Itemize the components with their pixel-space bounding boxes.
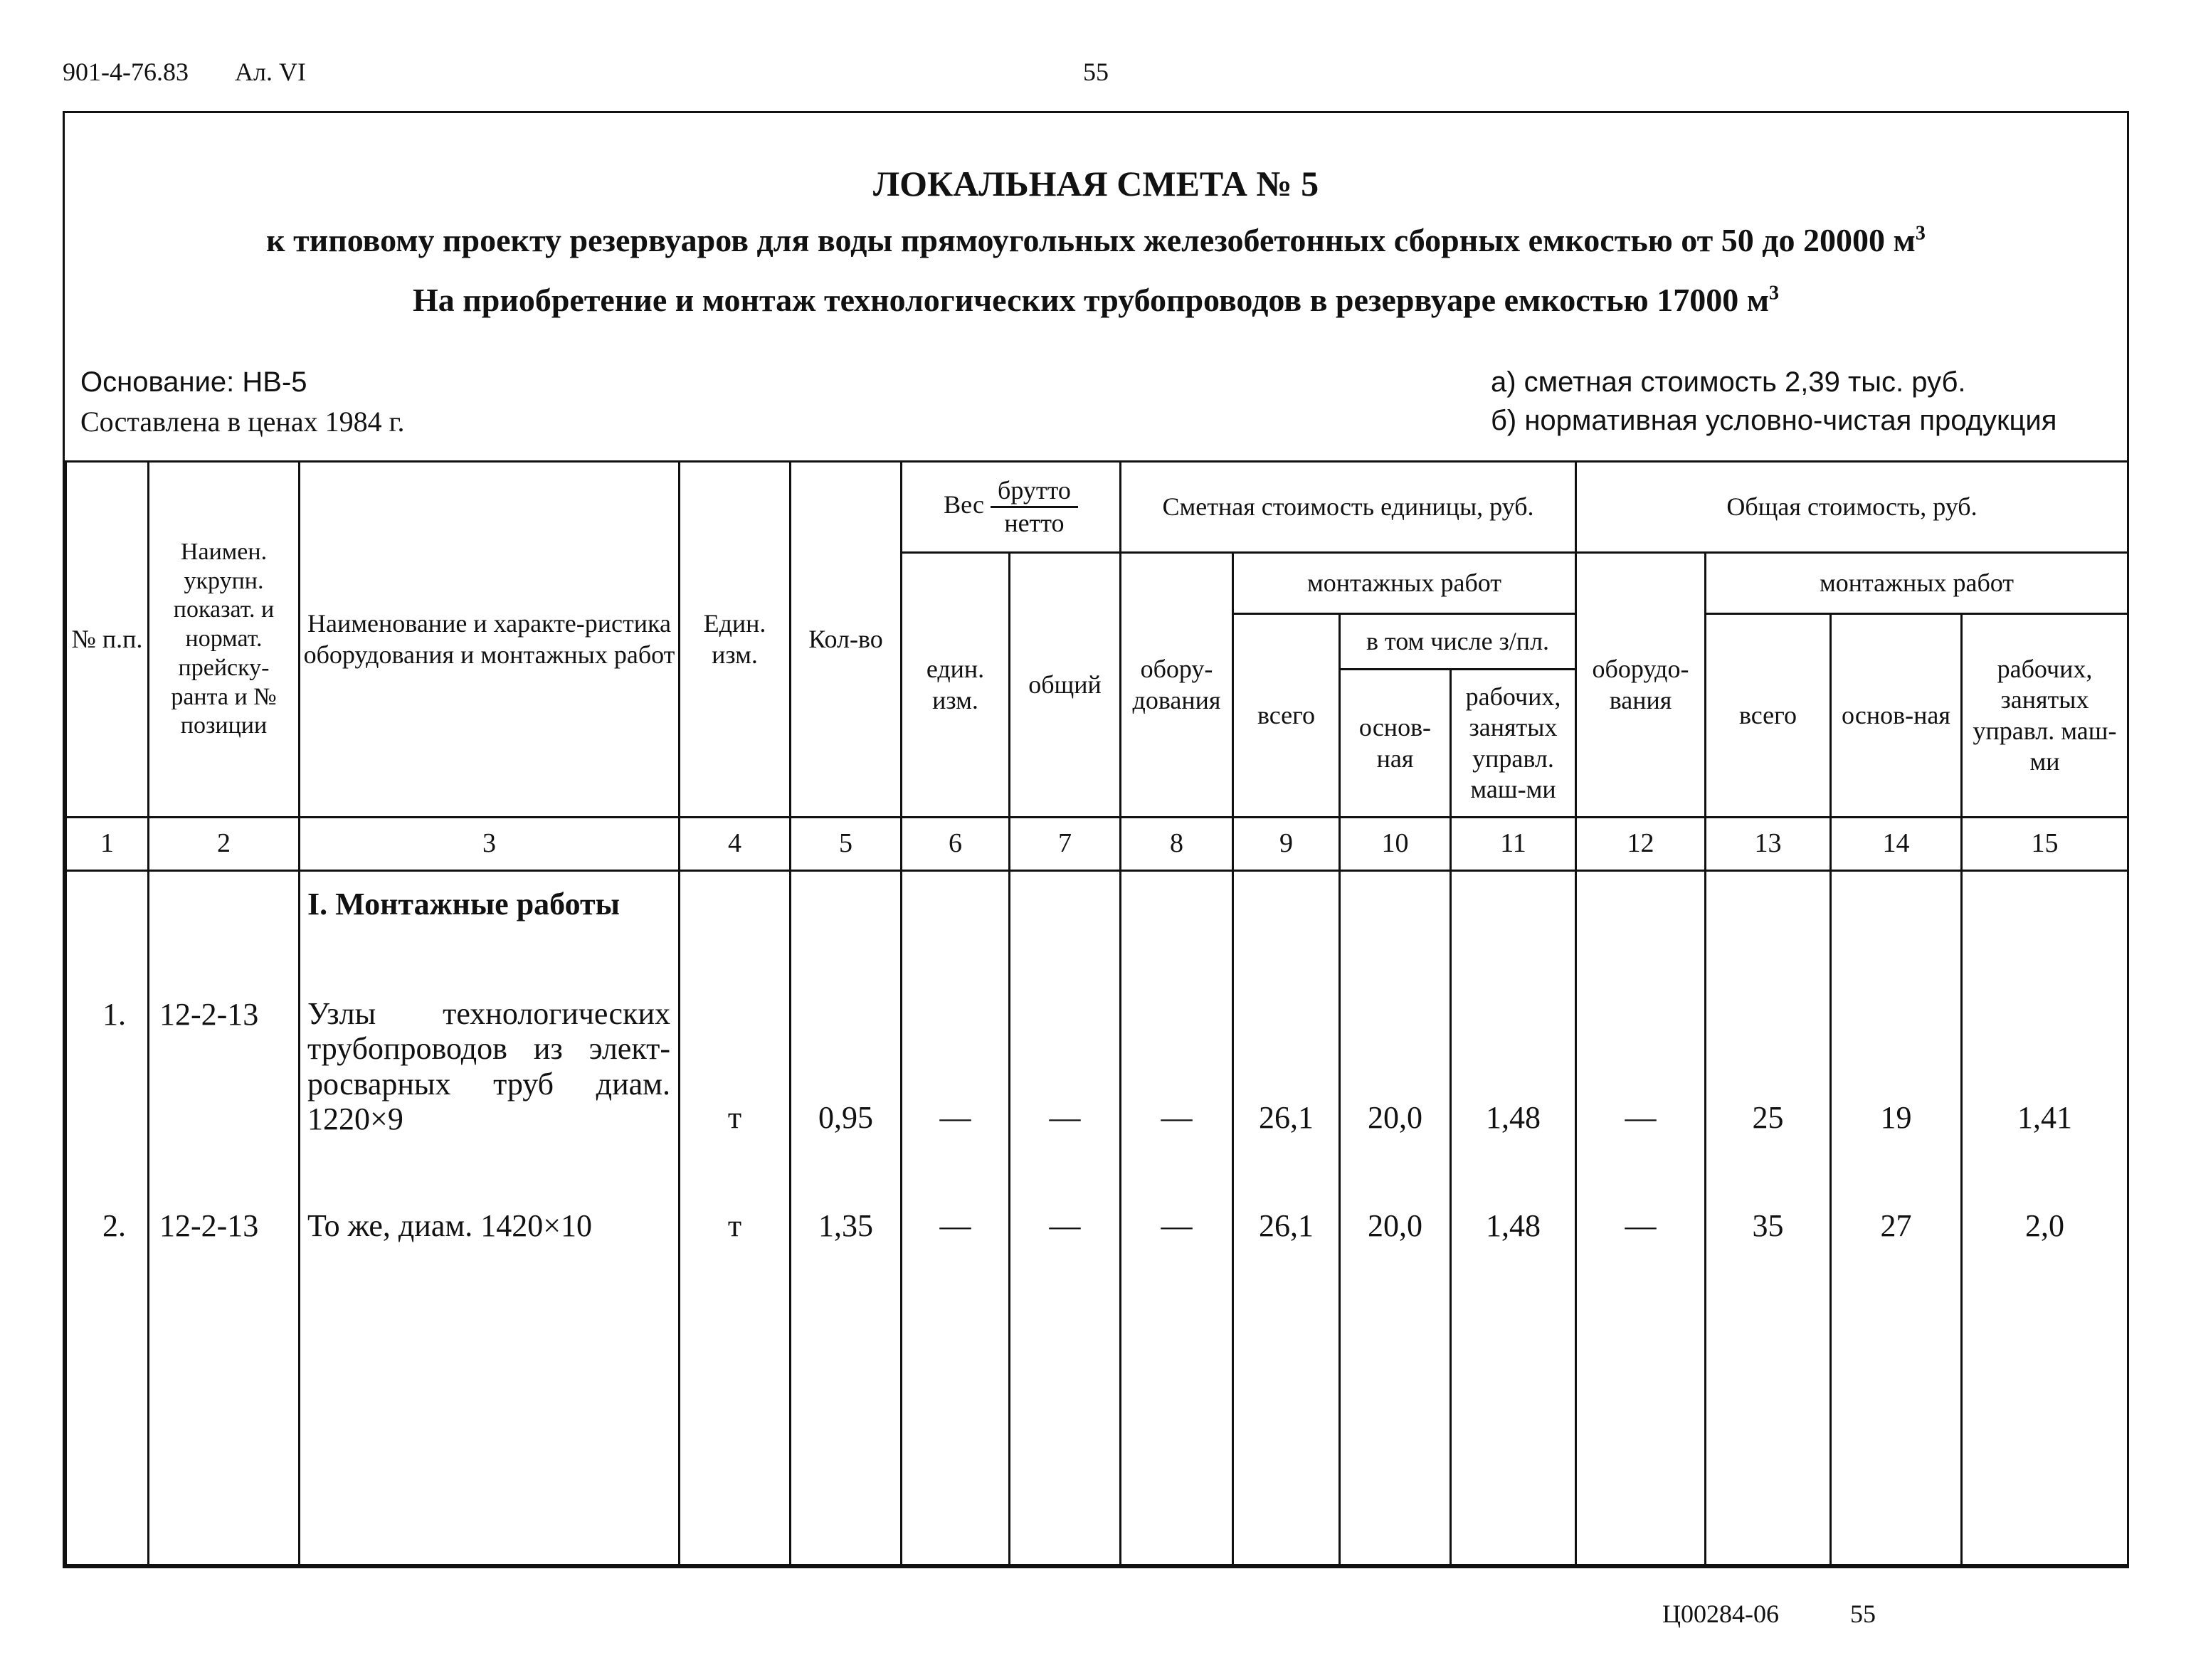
column-11-body <box>1451 871 1576 1565</box>
column-5-body <box>791 871 902 1565</box>
column-number: 7 <box>1010 818 1121 871</box>
estimate-subtitle <box>65 221 2127 259</box>
item-installation-workers: 1,48 <box>1486 1100 1541 1135</box>
col-header-including-wages: в том числе з/пл. <box>1340 614 1576 670</box>
column-6-body <box>902 871 1010 1565</box>
column-9-body <box>1233 871 1340 1565</box>
estimate-table <box>65 460 2129 1566</box>
column-1-body <box>66 871 149 1565</box>
prices-line: Составлена в ценах 1984 г. <box>80 406 405 438</box>
column-number: 13 <box>1706 818 1831 871</box>
item-weight-unit: — <box>939 1208 971 1243</box>
column-2-body <box>149 871 300 1565</box>
column-number: 11 <box>1451 818 1576 871</box>
col-header-weight-unit: един. изм. <box>902 553 1010 818</box>
col-header-total-all: всего <box>1706 614 1831 818</box>
item-installation-all: 26,1 <box>1259 1208 1314 1243</box>
item-weight-total: — <box>1049 1100 1081 1135</box>
column-number: 9 <box>1233 818 1340 871</box>
column-10-body <box>1340 871 1451 1565</box>
purpose-sup: 3 <box>1769 282 1780 305</box>
estimate-purpose <box>65 281 2127 319</box>
item-weight-total: — <box>1049 1208 1081 1243</box>
column-number: 10 <box>1340 818 1451 871</box>
column-3-body <box>300 871 680 1565</box>
subtitle-text: к типовому проекту резервуаров для воды прямоугольных железобетонных сборных емкостью от 50 до 20000 м <box>266 222 1916 258</box>
item-total-all: 35 <box>1752 1208 1784 1243</box>
col-header-total-installation: монтажных работ <box>1706 553 2128 614</box>
net-product-line: б) нормативная условно-чистая продукция <box>1491 405 2057 436</box>
weight-fraction <box>991 475 1078 539</box>
subtitle-sup: 3 <box>1915 222 1926 245</box>
col-header-name: Наименование и характе-ристика оборудования и монтажных работ <box>300 462 680 818</box>
estimate-title: ЛОКАЛЬНАЯ СМЕТА № 5 <box>872 164 1319 204</box>
weight-netto: нетто <box>1004 509 1065 537</box>
column-number: 2 <box>149 818 300 871</box>
item-number: 1. <box>102 997 126 1032</box>
item-total-all: 25 <box>1752 1100 1784 1135</box>
item-total-workers: 1,41 <box>2017 1100 2072 1135</box>
col-header-wages-workers: рабочих, занятых управл. маш-ми <box>1451 670 1576 818</box>
col-header-quantity: Кол-во <box>791 462 902 818</box>
col-header-equipment: обору-дования <box>1121 553 1233 818</box>
column-14-body <box>1831 871 1962 1565</box>
column-13-body <box>1706 871 1831 1565</box>
estimate-frame <box>63 111 2129 1568</box>
item-quantity: 1,35 <box>818 1208 873 1243</box>
item-code: 12-2-13 <box>159 1208 259 1243</box>
item-installation-basic: 20,0 <box>1368 1100 1422 1135</box>
column-15-body <box>1962 871 2128 1565</box>
item-installation-all: 26,1 <box>1259 1100 1314 1135</box>
col-header-total-cost: Общая стоимость, руб. <box>1576 462 2128 553</box>
item-installation-basic: 20,0 <box>1368 1208 1422 1243</box>
column-12-body <box>1576 871 1706 1565</box>
item-quantity: 0,95 <box>818 1100 873 1135</box>
column-number: 4 <box>680 818 791 871</box>
estimate-body-row <box>66 871 2128 1565</box>
column-number: 14 <box>1831 818 1962 871</box>
col-header-total-workers: рабочих, занятых управл. маш-ми <box>1962 614 2128 818</box>
item-total-equipment: — <box>1625 1208 1657 1243</box>
item-total-workers: 2,0 <box>2025 1208 2064 1243</box>
item-installation-workers: 1,48 <box>1486 1208 1541 1243</box>
col-header-weight-total: общий <box>1010 553 1121 818</box>
item-total-equipment: — <box>1625 1100 1657 1135</box>
purpose-text: На приобретение и монтаж технологических трубопроводов в резервуаре емкостью 17000 м <box>412 282 1770 318</box>
column-number: 15 <box>1962 818 2128 871</box>
estimated-cost-line: а) сметная стоимость 2,39 тыс. руб. <box>1491 366 1966 398</box>
item-weight-unit: — <box>939 1100 971 1135</box>
item-unit: т <box>727 1208 742 1243</box>
item-code: 12-2-13 <box>159 997 259 1032</box>
column-7-body <box>1010 871 1121 1565</box>
col-header-code: Наимен. укрупн. показат. и нормат. прейску-ранта и № позиции <box>149 462 300 818</box>
item-unit: т <box>727 1100 742 1135</box>
col-header-total-basic: основ-ная <box>1831 614 1962 818</box>
album-label: Ал. VI <box>235 58 306 86</box>
column-4-body <box>680 871 791 1565</box>
col-header-unit: Един. изм. <box>680 462 791 818</box>
column-number: 3 <box>300 818 680 871</box>
item-total-basic: 19 <box>1880 1100 1912 1135</box>
footer-page-number: 55 <box>1850 1600 1876 1628</box>
page-number: 55 <box>1083 58 1109 86</box>
col-header-total-equipment: оборудо-вания <box>1576 553 1706 818</box>
col-header-weight <box>902 462 1121 553</box>
basis-line: Основание: НВ-5 <box>80 366 307 398</box>
col-header-installation: монтажных работ <box>1233 553 1576 614</box>
item-equipment-cost: — <box>1161 1208 1193 1243</box>
column-number: 1 <box>66 818 149 871</box>
item-number: 2. <box>102 1208 126 1243</box>
item-name: То же, диам. 1420×10 <box>307 1208 593 1243</box>
weight-brutto: брутто <box>991 475 1078 508</box>
column-number: 8 <box>1121 818 1233 871</box>
item-name: Узлы технологических трубопроводов из элект-росварных труб диам. 1220×9 <box>307 996 670 1136</box>
col-header-unit-cost: Сметная стоимость единицы, руб. <box>1121 462 1576 553</box>
column-number: 5 <box>791 818 902 871</box>
column-numbers-row <box>66 818 2128 871</box>
col-header-number: № п.п. <box>66 462 149 818</box>
column-8-body <box>1121 871 1233 1565</box>
item-equipment-cost: — <box>1161 1100 1193 1135</box>
column-number: 6 <box>902 818 1010 871</box>
col-header-installation-all: всего <box>1233 614 1340 818</box>
column-number: 12 <box>1576 818 1706 871</box>
weight-label: Вес <box>944 490 985 519</box>
item-total-basic: 27 <box>1880 1208 1912 1243</box>
section-title: I. Монтажные работы <box>307 887 620 921</box>
footer-code: Ц00284-06 <box>1662 1600 1779 1628</box>
document-code: 901-4-76.83 <box>63 58 189 86</box>
col-header-wages-basic: основ-ная <box>1340 670 1451 818</box>
